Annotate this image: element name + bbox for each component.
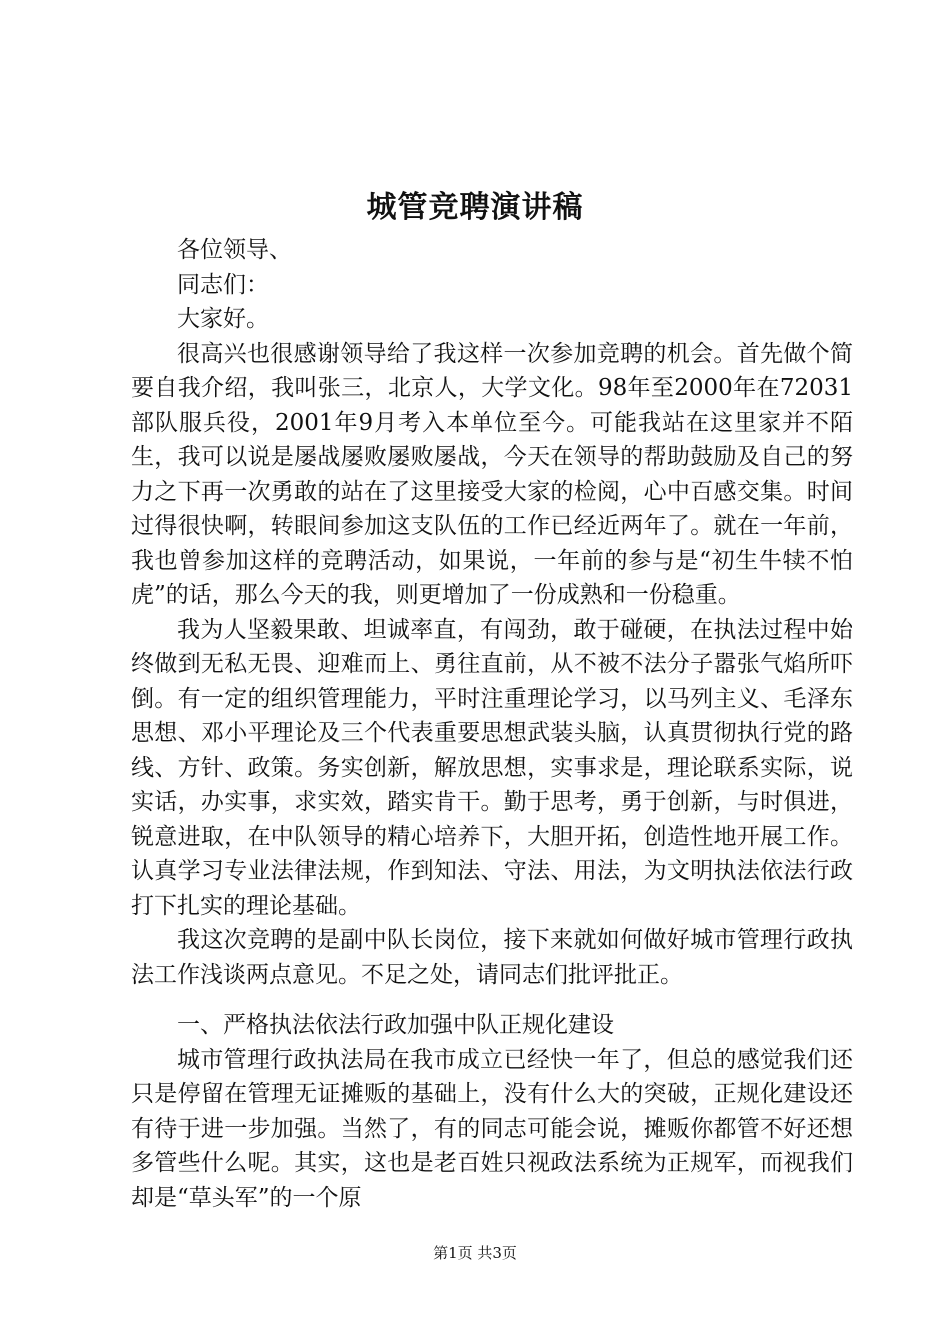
salutation-comrades: 同志们：	[177, 271, 269, 298]
salutation-leaders: 各位领导、	[177, 237, 292, 263]
page-number: 第1页 共3页	[433, 1244, 517, 1262]
paragraph-introduction: 很高兴也很感谢领导给了我这样一次参加竞聘的机会。首先做个简要自我介绍，我叫张三，北京人，大学文化。98年至2000年在72031部队服兵役，2001年9月考入本单位至今。可能我站在这里家并不陌生，我可以说是屡战屡败屡败屡战，今天在领导的帮助鼓励及自己的努力之下再一次勇敢的站在了这里接受大家的检阅，心中百感交集。时间过得很快啊，转眼间参加这支队伍的工作已经近两年了。就在一年前，我也曾参加这样的竞聘活动，如果说，一年前的参与是“初生牛犊不怕虎”的话，那么今天的我，则更增加了一份成熟和一份稳重。	[131, 340, 853, 608]
greeting: 大家好。	[177, 306, 269, 332]
paragraph-section-1: 城市管理行政执法局在我市成立已经快一年了，但总的感觉我们还只是停留在管理无证摊贩的基础上，没有什么大的突破，正规化建设还有待于进一步加强。当然了，有的同志可能会说，摊贩你都管不好还想多管些什么呢。其实，这也是老百姓只视政法系统为正规军，而视我们却是“草头军”的一个原	[131, 1046, 853, 1211]
section-heading-1: 一、严格执法依法行政加强中队正规化建设	[177, 1012, 614, 1038]
paragraph-character: 我为人坚毅果敢、坦诚率直，有闯劲，敢于碰硬，在执法过程中始终做到无私无畏、迎难而上、勇往直前，从不被不法分子嚣张气焰所吓倒。有一定的组织管理能力，平时注重理论学习，以马列主义、毛泽东思想、邓小平理论及三个代表重要思想武装头脑，认真贯彻执行党的路线、方针、政策。务实创新，解放思想，实事求是，理论联系实际，说实话，办实事，求实效，踏实肯干。勤于思考，勇于创新，与时俱进，锐意进取，在中队领导的精心培养下，大胆开拓，创造性地开展工作。认真学习专业法律法规，作到知法、守法、用法，为文明执法依法行政打下扎实的理论基础。	[131, 616, 853, 919]
document-title: 城管竞聘演讲稿	[366, 190, 584, 225]
document-body	[131, 233, 853, 1215]
paragraph-position: 我这次竞聘的是副中队长岗位，接下来就如何做好城市管理行政执法工作浅谈两点意见。不足之处，请同志们批评批正。	[131, 927, 853, 988]
